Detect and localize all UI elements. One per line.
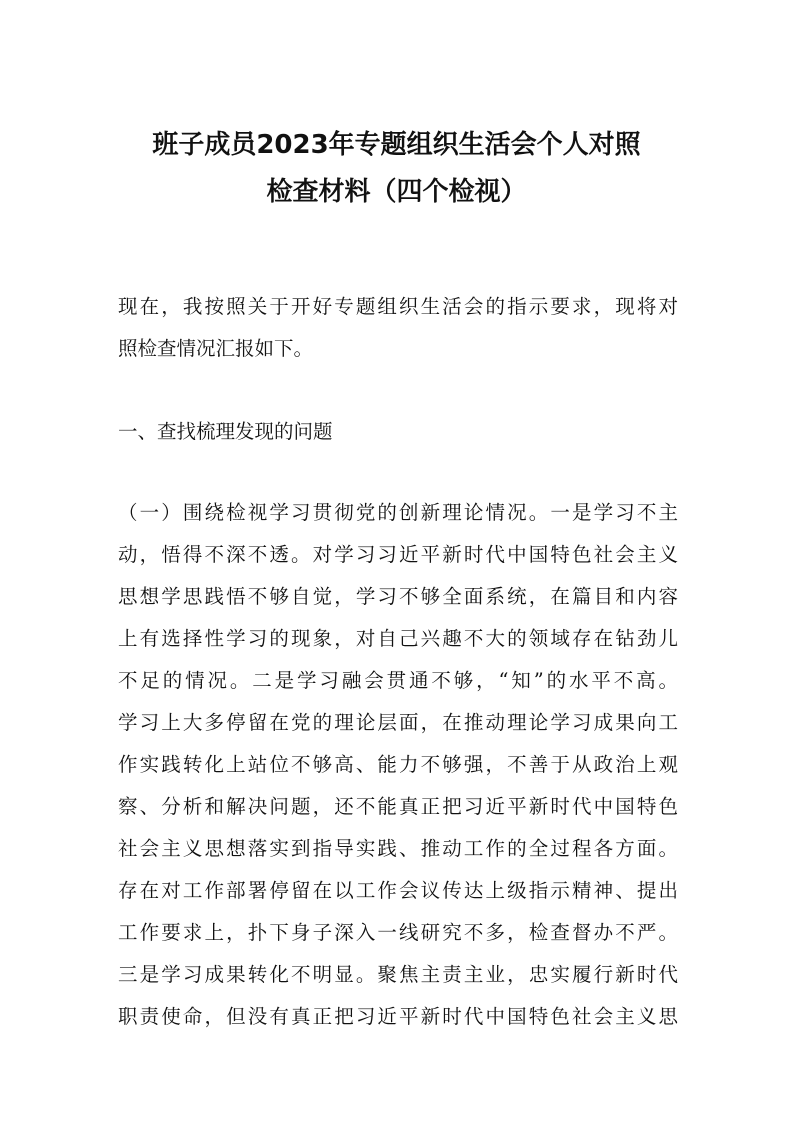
body-paragraph-line: 职责使命，但没有真正把习近平新时代中国特色社会主义思 [118,1005,678,1028]
body-paragraph-line: 思想学思践悟不够自觉，学习不够全面系统，在篇目和内容 [118,585,678,608]
body-paragraph-line: 动，悟得不深不透。对学习习近平新时代中国特色社会主义 [118,543,678,566]
body-paragraph-line: 社会主义思想落实到指导实践、推动工作的全过程各方面。 [118,837,678,860]
body-paragraph-line: 三是学习成果转化不明显。聚焦主责主业，忠实履行新时代 [118,963,678,986]
body-paragraph-line: 察、分析和解决问题，还不能真正把习近平新时代中国特色 [118,795,678,818]
body-paragraph-line: 工作要求上，扑下身子深入一线研究不多，检查督办不严。 [118,921,678,944]
document-title-line-1: 班子成员2023年专题组织生活会个人对照 [152,130,641,160]
body-paragraph-line: 不足的情况。二是学习融会贯通不够，“知”的水平不高。 [118,669,678,692]
intro-paragraph-line: 照检查情况汇报如下。 [118,337,314,360]
body-paragraph-line: 存在对工作部署停留在以工作会议传达上级指示精神、提出 [118,879,678,902]
body-paragraph-line: （一）围绕检视学习贯彻党的创新理论情况。一是学习不主 [118,501,678,524]
section-heading: 一、查找梳理发现的问题 [118,420,333,443]
body-paragraph-line: 学习上大多停留在党的理论层面，在推动理论学习成果向工 [118,711,678,734]
body-paragraph-line: 作实践转化上站位不够高、能力不够强，不善于从政治上观 [118,753,678,776]
intro-paragraph-line: 现在，我按照关于开好专题组织生活会的指示要求，现将对 [118,295,678,318]
document-title-line-2: 检查材料（四个检视） [266,177,527,207]
body-paragraph-line: 上有选择性学习的现象，对自己兴趣不大的领域存在钻劲儿 [118,627,678,650]
